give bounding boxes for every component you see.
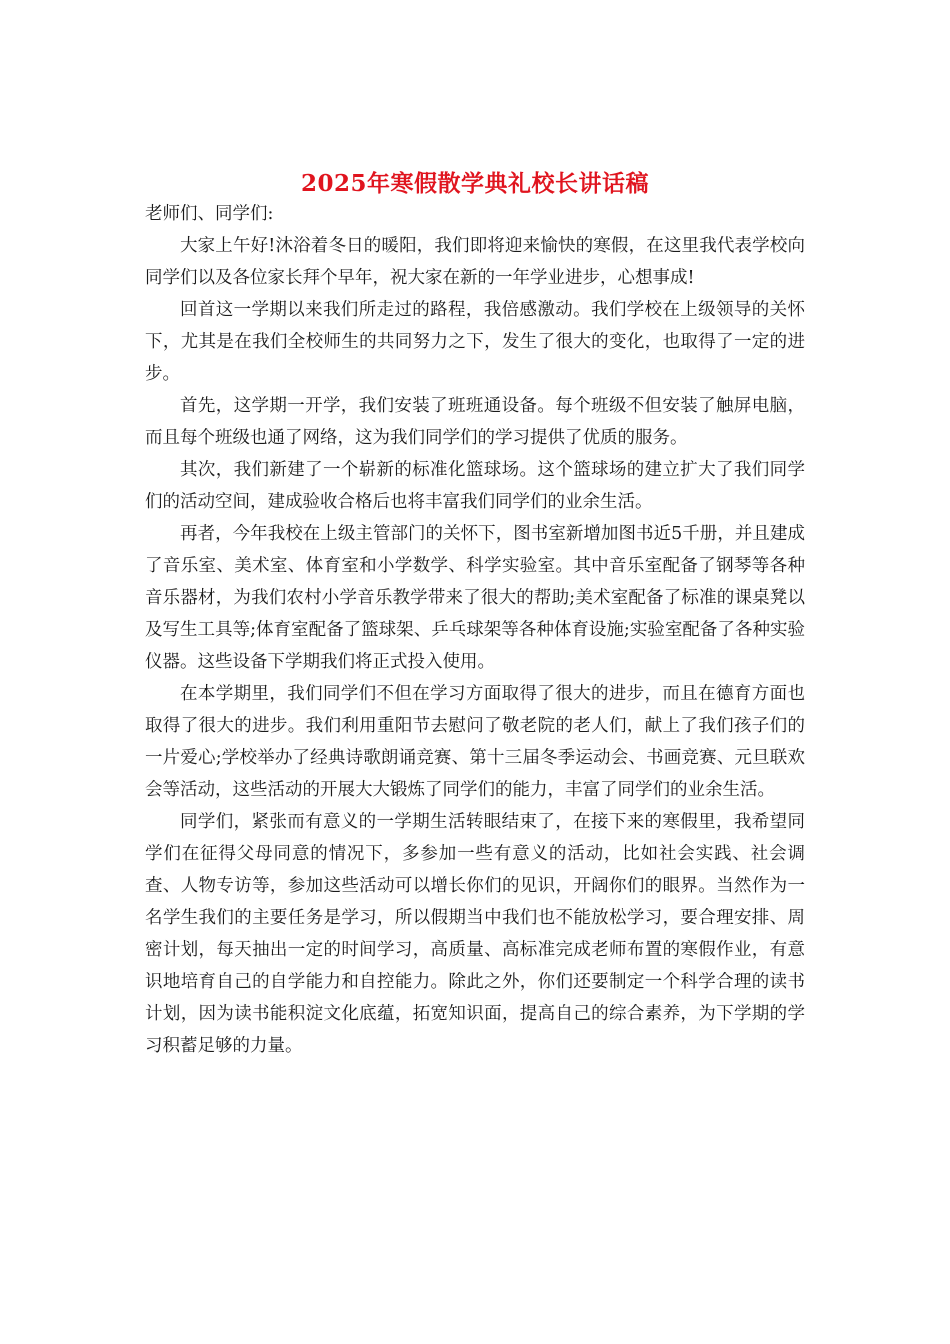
document-title: 2025年寒假散学典礼校长讲话稿: [300, 170, 649, 198]
paragraph-holiday-advice: 同学们，紧张而有意义的一学期生活转眼结束了，在接下来的寒假里，我希望同学们在征得父母同意的情况下，多参加一些有意义的活动，比如社会实践、社会调查、人物专访等，参加这些活动可以增长你们的见识，开阔你们的眼界。当然作为一名学生我们的主要任务是学习，所以假期当中我们也不能放松学习，要合理安排、周密计划，每天抽出一定的时间学习，高质量、高标准完成老师布置的寒假作业，有意识地培育自己的自学能力和自控能力。除此之外，你们还要制定一个科学合理的读书计划，因为读书能积淀文化底蕴，拓宽知识面，提高自己的综合素养，为下学期的学习积蓄足够的力量。: [145, 812, 805, 1056]
salutation: 老师们、同学们:: [145, 204, 274, 224]
paragraph-third: 再者，今年我校在上级主管部门的关怀下，图书室新增加图书近5千册，并且建成了音乐室、美术室、体育室和小学数学、科学实验室。其中音乐室配备了钢琴等各种音乐器材，为我们农村小学音乐教学带来了很大的帮助;美术室配备了标准的课桌凳以及写生工具等;体育室配备了篮球架、乒乓球架等各种体育设施;实验室配备了各种实验仪器。这些设备下学期我们将正式投入使用。: [145, 524, 805, 672]
paragraph-moral-education: 在本学期里，我们同学们不但在学习方面取得了很大的进步，而且在德育方面也取得了很大的进步。我们利用重阳节去慰问了敬老院的老人们，献上了我们孩子们的一片爱心;学校举办了经典诗歌朗诵竞赛、第十三届冬季运动会、书画竞赛、元旦联欢会等活动，这些活动的开展大大锻炼了同学们的能力，丰富了同学们的业余生活。: [145, 684, 805, 800]
paragraph-review: 回首这一学期以来我们所走过的路程，我倍感激动。我们学校在上级领导的关怀下，尤其是在我们全校师生的共同努力之下，发生了很大的变化，也取得了一定的进步。: [145, 300, 805, 384]
paragraph-greeting: 大家上午好!沐浴着冬日的暖阳，我们即将迎来愉快的寒假，在这里我代表学校向同学们以及各位家长拜个早年，祝大家在新的一年学业进步，心想事成!: [145, 236, 805, 288]
document-body: [145, 198, 805, 1062]
paragraph-first: 首先，这学期一开学，我们安装了班班通设备。每个班级不但安装了触屏电脑，而且每个班级也通了网络，这为我们同学们的学习提供了优质的服务。: [145, 396, 805, 448]
paragraph-second: 其次，我们新建了一个崭新的标准化篮球场。这个篮球场的建立扩大了我们同学们的活动空间，建成验收合格后也将丰富我们同学们的业余生活。: [145, 460, 805, 512]
